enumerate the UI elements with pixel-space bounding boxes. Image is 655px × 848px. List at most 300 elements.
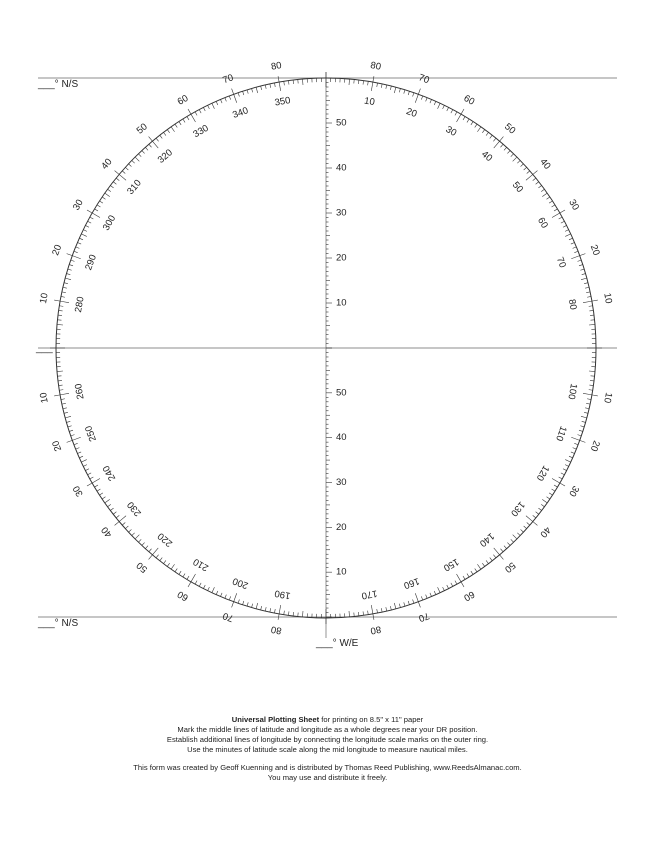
- outer-tick: [87, 210, 92, 213]
- compass-tick: [243, 91, 244, 95]
- compass-tick: [477, 564, 480, 569]
- compass-tick: [583, 301, 592, 303]
- compass-tick: [569, 456, 573, 458]
- compass-tick: [212, 103, 215, 108]
- compass-tick: [284, 611, 285, 615]
- outer-tick: [580, 440, 586, 442]
- footer-instructions: [0, 715, 655, 783]
- compass-tick: [463, 117, 465, 120]
- compass-tick: [541, 504, 544, 506]
- compass-tick: [105, 193, 110, 196]
- compass-tick: [457, 114, 462, 122]
- compass-bearing-label: 200: [231, 575, 250, 591]
- compass-tick: [486, 560, 488, 563]
- compass-tick: [517, 533, 520, 536]
- compass-tick: [256, 87, 258, 93]
- footer-line-2: Mark the middle lines of latitude and longitude as a whole degrees near your DR position.: [177, 725, 478, 734]
- latitude-scale-label: 60: [175, 92, 191, 108]
- compass-tick: [434, 101, 436, 105]
- compass-tick: [573, 247, 577, 248]
- compass-tick: [386, 85, 387, 89]
- latitude-scale-label: 30: [70, 197, 86, 213]
- compass-tick: [179, 122, 181, 125]
- compass-tick: [79, 456, 83, 458]
- compass-tick: [507, 151, 510, 154]
- latitude-label-bottom[interactable]: ___° N/S: [38, 618, 79, 629]
- compass-tick: [377, 83, 378, 87]
- compass-tick: [234, 593, 237, 601]
- compass-tick: [129, 164, 132, 167]
- compass-tick: [221, 593, 223, 597]
- outer-tick: [373, 76, 374, 82]
- compass-tick: [156, 555, 159, 558]
- outer-tick: [54, 300, 60, 301]
- compass-tick: [415, 593, 418, 601]
- compass-tick: [438, 587, 441, 592]
- compass-tick: [252, 88, 253, 92]
- compass-tick: [156, 138, 159, 141]
- compass-tick: [559, 217, 562, 219]
- compass-tick: [586, 292, 590, 293]
- compass-tick: [113, 182, 116, 184]
- compass-tick: [135, 535, 139, 539]
- compass-bearing-label: 30: [443, 124, 459, 139]
- compass-bearing-label: 140: [477, 530, 497, 549]
- compass-tick: [521, 164, 524, 167]
- longitude-label-we[interactable]: ___° W/E: [316, 638, 359, 649]
- compass-tick: [434, 591, 436, 595]
- compass-tick: [430, 593, 432, 597]
- compass-tick: [421, 596, 422, 600]
- compass-tick: [191, 114, 196, 122]
- compass-tick: [187, 576, 189, 579]
- minute-scale-label: 40: [336, 162, 347, 174]
- compass-bearing-label: 330: [191, 122, 211, 141]
- compass-tick: [83, 230, 87, 232]
- compass-tick: [490, 558, 492, 561]
- compass-tick: [589, 390, 593, 391]
- compass-tick: [135, 157, 139, 161]
- compass-tick: [451, 110, 453, 114]
- outer-tick: [115, 171, 120, 175]
- compass-tick: [132, 533, 135, 536]
- compass-bearing-label: 120: [533, 463, 552, 483]
- compass-tick: [288, 611, 289, 615]
- compass-tick: [221, 99, 223, 103]
- compass-bearing-label: 350: [273, 95, 292, 109]
- compass-tick: [574, 251, 578, 252]
- compass-tick: [363, 611, 364, 615]
- latitude-scale-label: 60: [461, 588, 477, 604]
- compass-tick: [421, 96, 422, 100]
- compass-tick: [102, 497, 105, 499]
- latitude-label-top[interactable]: ___° N/S: [38, 79, 79, 90]
- compass-tick: [549, 493, 552, 495]
- compass-tick: [270, 608, 271, 612]
- compass-tick: [265, 85, 266, 89]
- compass-tick: [66, 421, 70, 422]
- compass-tick: [105, 499, 110, 502]
- compass-bearing-label: 150: [441, 555, 461, 574]
- compass-bearing-label: 20: [404, 106, 419, 121]
- compass-tick: [88, 473, 92, 475]
- compass-tick: [526, 516, 533, 522]
- compass-tick: [486, 132, 488, 135]
- compass-tick: [426, 595, 427, 599]
- compass-bearing-label: 230: [125, 499, 144, 519]
- compass-tick: [517, 160, 520, 163]
- compass-tick: [102, 197, 105, 199]
- compass-bearing-label: 40: [479, 148, 495, 165]
- compass-tick: [65, 278, 71, 280]
- compass-tick: [171, 127, 174, 132]
- grid-lines: [38, 72, 617, 638]
- compass-tick: [247, 90, 248, 94]
- compass-bearing-label: 190: [273, 587, 292, 601]
- compass-tick: [467, 119, 469, 122]
- latitude-scale-label: 70: [221, 609, 236, 624]
- footer-title-line: [0, 715, 655, 725]
- compass-tick: [413, 93, 414, 97]
- compass-tick: [63, 287, 67, 288]
- outer-tick: [67, 254, 73, 256]
- compass-bearing-label: 280: [73, 295, 87, 314]
- compass-tick: [100, 493, 103, 495]
- footer-line-3: Establish additional lines of longitude by connecting the longitude scale marks on the outer ring.: [166, 735, 489, 744]
- compass-tick: [113, 512, 116, 514]
- outer-tick: [188, 582, 191, 587]
- latitude-scale-label: 80: [270, 623, 283, 636]
- compass-tick: [583, 393, 592, 395]
- compass-tick: [225, 98, 226, 102]
- compass-tick: [513, 535, 517, 539]
- compass-tick: [533, 178, 536, 181]
- compass-tick: [582, 274, 586, 275]
- compass-tick: [585, 287, 589, 288]
- compass-tick: [573, 448, 577, 449]
- compass-tick: [541, 189, 544, 191]
- compass-tick: [482, 563, 484, 566]
- outer-tick: [149, 137, 153, 142]
- compass-tick: [234, 94, 237, 102]
- compass-bearing-label: 210: [191, 555, 211, 574]
- footer-line-4: Use the minutes of latitude scale along the mid longitude to measure nautical miles.: [187, 745, 468, 754]
- outer-tick: [54, 395, 60, 396]
- compass-tick: [65, 416, 71, 418]
- compass-tick: [413, 600, 414, 604]
- compass-tick: [589, 310, 593, 311]
- compass-tick: [164, 132, 166, 135]
- outer-tick: [592, 300, 598, 301]
- compass-tick: [108, 504, 111, 506]
- outer-tick: [418, 89, 420, 95]
- compass-tick: [183, 574, 185, 577]
- compass-tick: [191, 574, 196, 582]
- compass-tick: [521, 529, 524, 532]
- compass-tick: [229, 596, 230, 600]
- compass-tick: [61, 399, 65, 400]
- compass-tick: [116, 178, 119, 181]
- latitude-scale-label: 80: [369, 60, 382, 73]
- compass-tick: [256, 603, 258, 609]
- compass-tick: [571, 256, 579, 259]
- compass-tick: [152, 141, 158, 148]
- compass-tick: [467, 574, 469, 577]
- compass-tick: [59, 385, 63, 386]
- compass-tick: [81, 234, 86, 237]
- compass-bearing-label: 260: [73, 382, 87, 401]
- compass-tick: [238, 600, 239, 604]
- compass-tick: [76, 448, 80, 449]
- compass-tick: [542, 499, 547, 502]
- minute-scale-label: 30: [336, 207, 347, 219]
- outer-tick: [580, 254, 586, 256]
- compass-tick: [538, 508, 541, 510]
- compass-tick: [59, 310, 63, 311]
- compass-tick: [179, 571, 181, 574]
- compass-tick: [377, 609, 378, 613]
- compass-tick: [119, 516, 126, 522]
- compass-tick: [270, 84, 271, 88]
- compass-tick: [404, 602, 405, 606]
- compass-tick: [381, 608, 382, 612]
- compass-tick: [565, 460, 570, 463]
- latitude-scale-label: 40: [99, 524, 115, 540]
- compass-tick: [371, 82, 373, 91]
- compass-tick: [63, 408, 67, 409]
- latitude-scale-label: 70: [416, 72, 431, 87]
- latitude-scale-label: 10: [38, 292, 51, 305]
- compass-tick: [95, 485, 98, 487]
- compass-tick: [261, 606, 262, 610]
- compass-tick: [125, 167, 128, 170]
- compass-tick: [149, 144, 152, 147]
- compass-tick: [60, 301, 69, 303]
- compass-tick: [587, 399, 591, 400]
- compass-tick: [71, 260, 75, 261]
- compass-tick: [504, 546, 507, 549]
- compass-tick: [125, 526, 128, 529]
- compass-bearing-label: 250: [83, 424, 99, 443]
- compass-tick: [507, 543, 510, 546]
- compass-tick: [571, 452, 575, 454]
- compass-tick: [399, 88, 400, 92]
- compass-tick: [59, 390, 63, 391]
- latitude-scale-label: 30: [566, 197, 582, 213]
- compass-tick: [284, 81, 285, 85]
- compass-tick: [587, 296, 591, 297]
- compass-tick: [81, 460, 86, 463]
- compass-tick: [538, 186, 541, 188]
- compass-bearing-label: 220: [155, 530, 175, 549]
- compass-tick: [83, 465, 87, 467]
- compass-bearing-label: 320: [155, 147, 175, 166]
- compass-tick: [475, 569, 477, 572]
- compass-tick: [60, 393, 69, 395]
- compass-tick: [584, 283, 588, 284]
- compass-tick: [132, 160, 135, 163]
- compass-bearing-label: 130: [508, 499, 527, 519]
- latitude-scale-label: 50: [134, 121, 150, 137]
- compass-bearing-label: 10: [363, 95, 376, 109]
- minute-scale-label: 50: [336, 387, 347, 399]
- compass-tick: [62, 292, 66, 293]
- compass-bearing-label: 290: [83, 253, 99, 272]
- compass-tick: [584, 412, 588, 413]
- outer-tick: [500, 555, 504, 560]
- compass-tick: [175, 569, 177, 572]
- compass-tick: [122, 523, 125, 526]
- compass-bearing-label: 160: [402, 575, 421, 591]
- compass-tick: [195, 112, 197, 115]
- compass-tick: [85, 225, 89, 227]
- compass-tick: [68, 426, 72, 427]
- compass-tick: [62, 403, 66, 404]
- compass-tick: [536, 512, 539, 514]
- compass-tick: [463, 576, 465, 579]
- latitude-scale-label: 20: [587, 438, 602, 453]
- compass-tick: [447, 107, 449, 111]
- outer-tick: [592, 395, 598, 396]
- compass-tick: [471, 122, 473, 125]
- compass-tick: [451, 583, 453, 587]
- compass-tick: [580, 426, 584, 427]
- compass-tick: [288, 81, 289, 85]
- compass-tick: [569, 238, 573, 240]
- compass-bearing-label: 310: [125, 177, 144, 197]
- compass-tick: [302, 611, 303, 617]
- outer-tick: [533, 171, 538, 175]
- footer-line-5: This form was created by Geoff Kuenning and is distributed by Thomas Reed Publishing, www.ReedsAlmanac.com.: [133, 763, 522, 772]
- compass-tick: [77, 243, 81, 245]
- outer-tick: [418, 602, 420, 608]
- compass-tick: [368, 611, 369, 615]
- latitude-scale-label: 50: [134, 559, 150, 575]
- compass-tick: [152, 548, 158, 555]
- minute-scale-label: 20: [336, 252, 347, 264]
- compass-tick: [574, 443, 578, 444]
- compass-tick: [100, 201, 103, 203]
- compass-tick: [88, 221, 92, 223]
- compass-tick: [524, 526, 527, 529]
- compass-tick: [415, 94, 418, 102]
- compass-tick: [430, 99, 432, 103]
- compass-tick: [122, 171, 125, 174]
- compass-bearing-label: 60: [535, 215, 550, 231]
- compass-tick: [243, 601, 244, 605]
- latitude-scale-label: 30: [70, 483, 86, 499]
- compass-tick: [167, 130, 169, 133]
- compass-tick: [66, 274, 70, 275]
- compass-bearing-label: 240: [100, 463, 119, 483]
- minute-scale-label: 20: [336, 521, 347, 533]
- compass-tick: [368, 81, 369, 85]
- compass-tick: [183, 119, 185, 122]
- minute-scale-label: 30: [336, 477, 347, 489]
- compass-tick: [426, 98, 427, 102]
- compass-bearing-label: 80: [565, 298, 579, 311]
- compass-tick: [381, 84, 382, 88]
- compass-tick: [77, 452, 81, 454]
- compass-tick: [565, 465, 569, 467]
- compass-tick: [274, 83, 275, 87]
- compass-tick: [524, 167, 527, 170]
- outer-tick: [149, 555, 153, 560]
- compass-tick: [404, 90, 405, 94]
- compass-bearing-label: 100: [565, 382, 579, 401]
- compass-tick: [164, 560, 166, 563]
- outer-tick: [461, 109, 464, 114]
- compass-tick: [238, 93, 239, 97]
- compass-tick: [581, 416, 587, 418]
- footer-title: Universal Plotting Sheet: [231, 715, 320, 724]
- footer-title-suffix: for printing on 8.5" x 11" paper: [319, 715, 424, 724]
- compass-tick: [363, 81, 364, 85]
- compass-tick: [580, 269, 584, 270]
- compass-tick: [579, 265, 583, 266]
- latitude-scale-label: 30: [566, 483, 582, 499]
- compass-tick: [61, 296, 65, 297]
- compass-tick: [455, 581, 457, 584]
- compass-tick: [79, 238, 83, 240]
- latitude-scale-label: 80: [369, 623, 382, 636]
- compass-tick: [589, 385, 593, 386]
- compass-tick: [71, 435, 75, 436]
- compass-tick: [457, 574, 462, 582]
- compass-tick: [527, 523, 530, 526]
- compass-tick: [167, 563, 169, 566]
- compass-tick: [90, 477, 93, 479]
- longitude-label-mid[interactable]: ___: [36, 343, 53, 354]
- compass-tick: [501, 549, 504, 552]
- compass-tick: [511, 539, 514, 542]
- compass-tick: [578, 435, 582, 436]
- compass-tick: [504, 147, 507, 150]
- compass-tick: [203, 585, 205, 589]
- compass-tick: [110, 186, 113, 188]
- compass-tick: [390, 606, 391, 610]
- latitude-scale-label: 20: [50, 438, 65, 453]
- compass-tick: [90, 217, 93, 219]
- compass-tick: [494, 141, 500, 148]
- compass-tick: [212, 587, 215, 592]
- compass-tick: [552, 205, 555, 207]
- compass-tick: [68, 269, 72, 270]
- compass-tick: [74, 443, 78, 444]
- outer-tick: [232, 602, 234, 608]
- compass-tick: [494, 548, 500, 555]
- latitude-scale-label: 20: [50, 243, 65, 258]
- compass-bearing-label: 110: [553, 424, 569, 443]
- compass-tick: [64, 412, 68, 413]
- compass-tick: [579, 430, 583, 431]
- compass-tick: [471, 571, 473, 574]
- outer-tick: [67, 440, 73, 442]
- latitude-scale-label: 50: [502, 559, 518, 575]
- compass-tick: [108, 189, 111, 191]
- compass-tick: [511, 154, 514, 157]
- latitude-scale-label: 10: [38, 391, 51, 404]
- compass-tick: [95, 209, 98, 211]
- compass-tick: [57, 371, 63, 372]
- compass-tick: [482, 130, 484, 133]
- compass-bearing-label: 300: [100, 213, 119, 233]
- compass-tick: [565, 230, 569, 232]
- compass-tick: [582, 421, 586, 422]
- compass-tick: [160, 135, 162, 138]
- compass-tick: [349, 611, 350, 617]
- compass-tick: [589, 371, 595, 372]
